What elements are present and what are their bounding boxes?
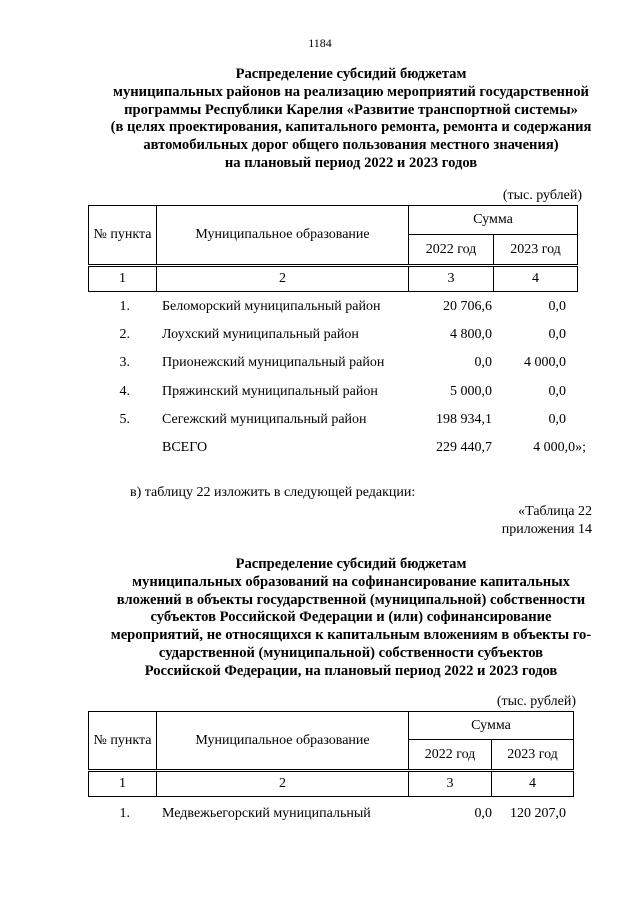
table-ref-line1: «Таблица 22	[518, 504, 592, 519]
index-cell: 2	[157, 772, 409, 797]
total-row	[0, 440, 640, 460]
index-cell: 1	[89, 267, 157, 292]
index-cell: 3	[409, 772, 492, 797]
row-num: 1.	[119, 299, 130, 314]
table-row	[0, 384, 640, 404]
header-col-num: № пункта	[89, 712, 157, 770]
section1-title-line: автомобильных дорог общего пользования местного значения)	[143, 137, 559, 154]
header-col-name: Муниципальное образование	[157, 206, 409, 265]
row-name: Прионежский муниципальный район	[162, 355, 385, 370]
index-cell: 4	[494, 267, 578, 292]
section2-title-line: сударственной (муниципальной) собственности субъектов	[158, 644, 544, 661]
table-ref-line2: приложения 14	[501, 522, 592, 537]
row-name: Сегежский муниципальный район	[162, 412, 367, 427]
section1-title	[60, 66, 640, 173]
row-name: Медвежьегорский муниципальный	[162, 806, 371, 821]
row-value-2022: 0,0	[474, 355, 492, 370]
section1-table-index-row	[88, 266, 578, 292]
section2-title-line: вложений в объекты государственной (муниципальной) собственности	[116, 591, 586, 608]
section1-title-line: (в целях проектирования, капитального ремонта, ремонта и содержания	[110, 119, 592, 136]
total-value-2023: 4 000,0»;	[533, 440, 586, 455]
section2-title-line: мероприятий, не относящихся к капитальным вложениям в объекты го-	[110, 627, 592, 644]
index-cell: 4	[492, 772, 574, 797]
section2-unit: (тыс. рублей)	[496, 694, 576, 709]
section1-title-line: муниципальных районов на реализацию мероприятий государственной	[113, 83, 589, 100]
section1-title-line: Распределение субсидий бюджетам	[235, 66, 467, 82]
header-col-2023: 2023 год	[494, 235, 578, 265]
section2-title-line: субъектов Российской Федерации и (или) софинансирование	[150, 609, 552, 626]
header-col-name: Муниципальное образование	[157, 712, 409, 770]
total-value-2022: 229 440,7	[436, 440, 492, 455]
row-value-2023: 0,0	[548, 327, 566, 342]
table-row	[0, 412, 640, 432]
section2-title-line: муниципальных образований на софинансирование капитальных	[132, 573, 570, 590]
row-num: 2.	[119, 327, 130, 342]
section2-title	[60, 556, 640, 681]
row-value-2022: 4 800,0	[450, 327, 492, 342]
header-col-2022: 2022 год	[409, 235, 494, 265]
row-value-2022: 198 934,1	[436, 412, 492, 427]
row-value-2023: 0,0	[548, 412, 566, 427]
section1-title-line: на плановый период 2022 и 2023 годов	[224, 154, 478, 171]
row-num: 1.	[119, 806, 130, 821]
row-name: Лоухский муниципальный район	[162, 327, 359, 342]
instruction-text: в) таблицу 22 изложить в следующей редакции:	[130, 485, 416, 500]
row-num: 5.	[119, 412, 130, 427]
table-row	[0, 327, 640, 347]
section1-unit: (тыс. рублей)	[502, 188, 582, 203]
header-col-2022: 2022 год	[409, 740, 492, 770]
header-col-2023: 2023 год	[492, 740, 574, 770]
table-row	[0, 299, 640, 319]
row-name: Пряжинский муниципальный район	[162, 384, 378, 399]
row-value-2022: 5 000,0	[450, 384, 492, 399]
section2-title-line: Российской Федерации, на плановый период 2022 и 2023 годов	[144, 662, 558, 679]
row-num: 4.	[119, 384, 130, 399]
section2-table-header	[88, 711, 574, 770]
index-cell: 3	[409, 267, 494, 292]
header-col-num: № пункта	[89, 206, 157, 265]
total-label: ВСЕГО	[162, 440, 208, 455]
section1-table-header	[88, 205, 578, 265]
section1-title-line: программы Республики Карелия «Развитие транспортной системы»	[124, 101, 578, 118]
header-col-sum: Сумма	[409, 206, 578, 235]
row-value-2022: 20 706,6	[443, 299, 492, 314]
row-num: 3.	[119, 355, 130, 370]
header-col-sum: Сумма	[409, 712, 574, 740]
index-cell: 1	[89, 772, 157, 797]
row-value-2022: 0,0	[474, 806, 492, 821]
section2-title-line: Распределение субсидий бюджетам	[235, 556, 467, 572]
index-cell: 2	[157, 267, 409, 292]
table-row	[0, 806, 640, 826]
section2-table-index-row	[88, 771, 574, 797]
page-number: 1184	[308, 36, 332, 50]
row-value-2023: 4 000,0	[524, 355, 566, 370]
table-row	[0, 355, 640, 375]
row-value-2023: 0,0	[548, 384, 566, 399]
row-value-2023: 0,0	[548, 299, 566, 314]
row-name: Беломорский муниципальный район	[162, 299, 381, 314]
row-value-2023: 120 207,0	[510, 806, 566, 821]
